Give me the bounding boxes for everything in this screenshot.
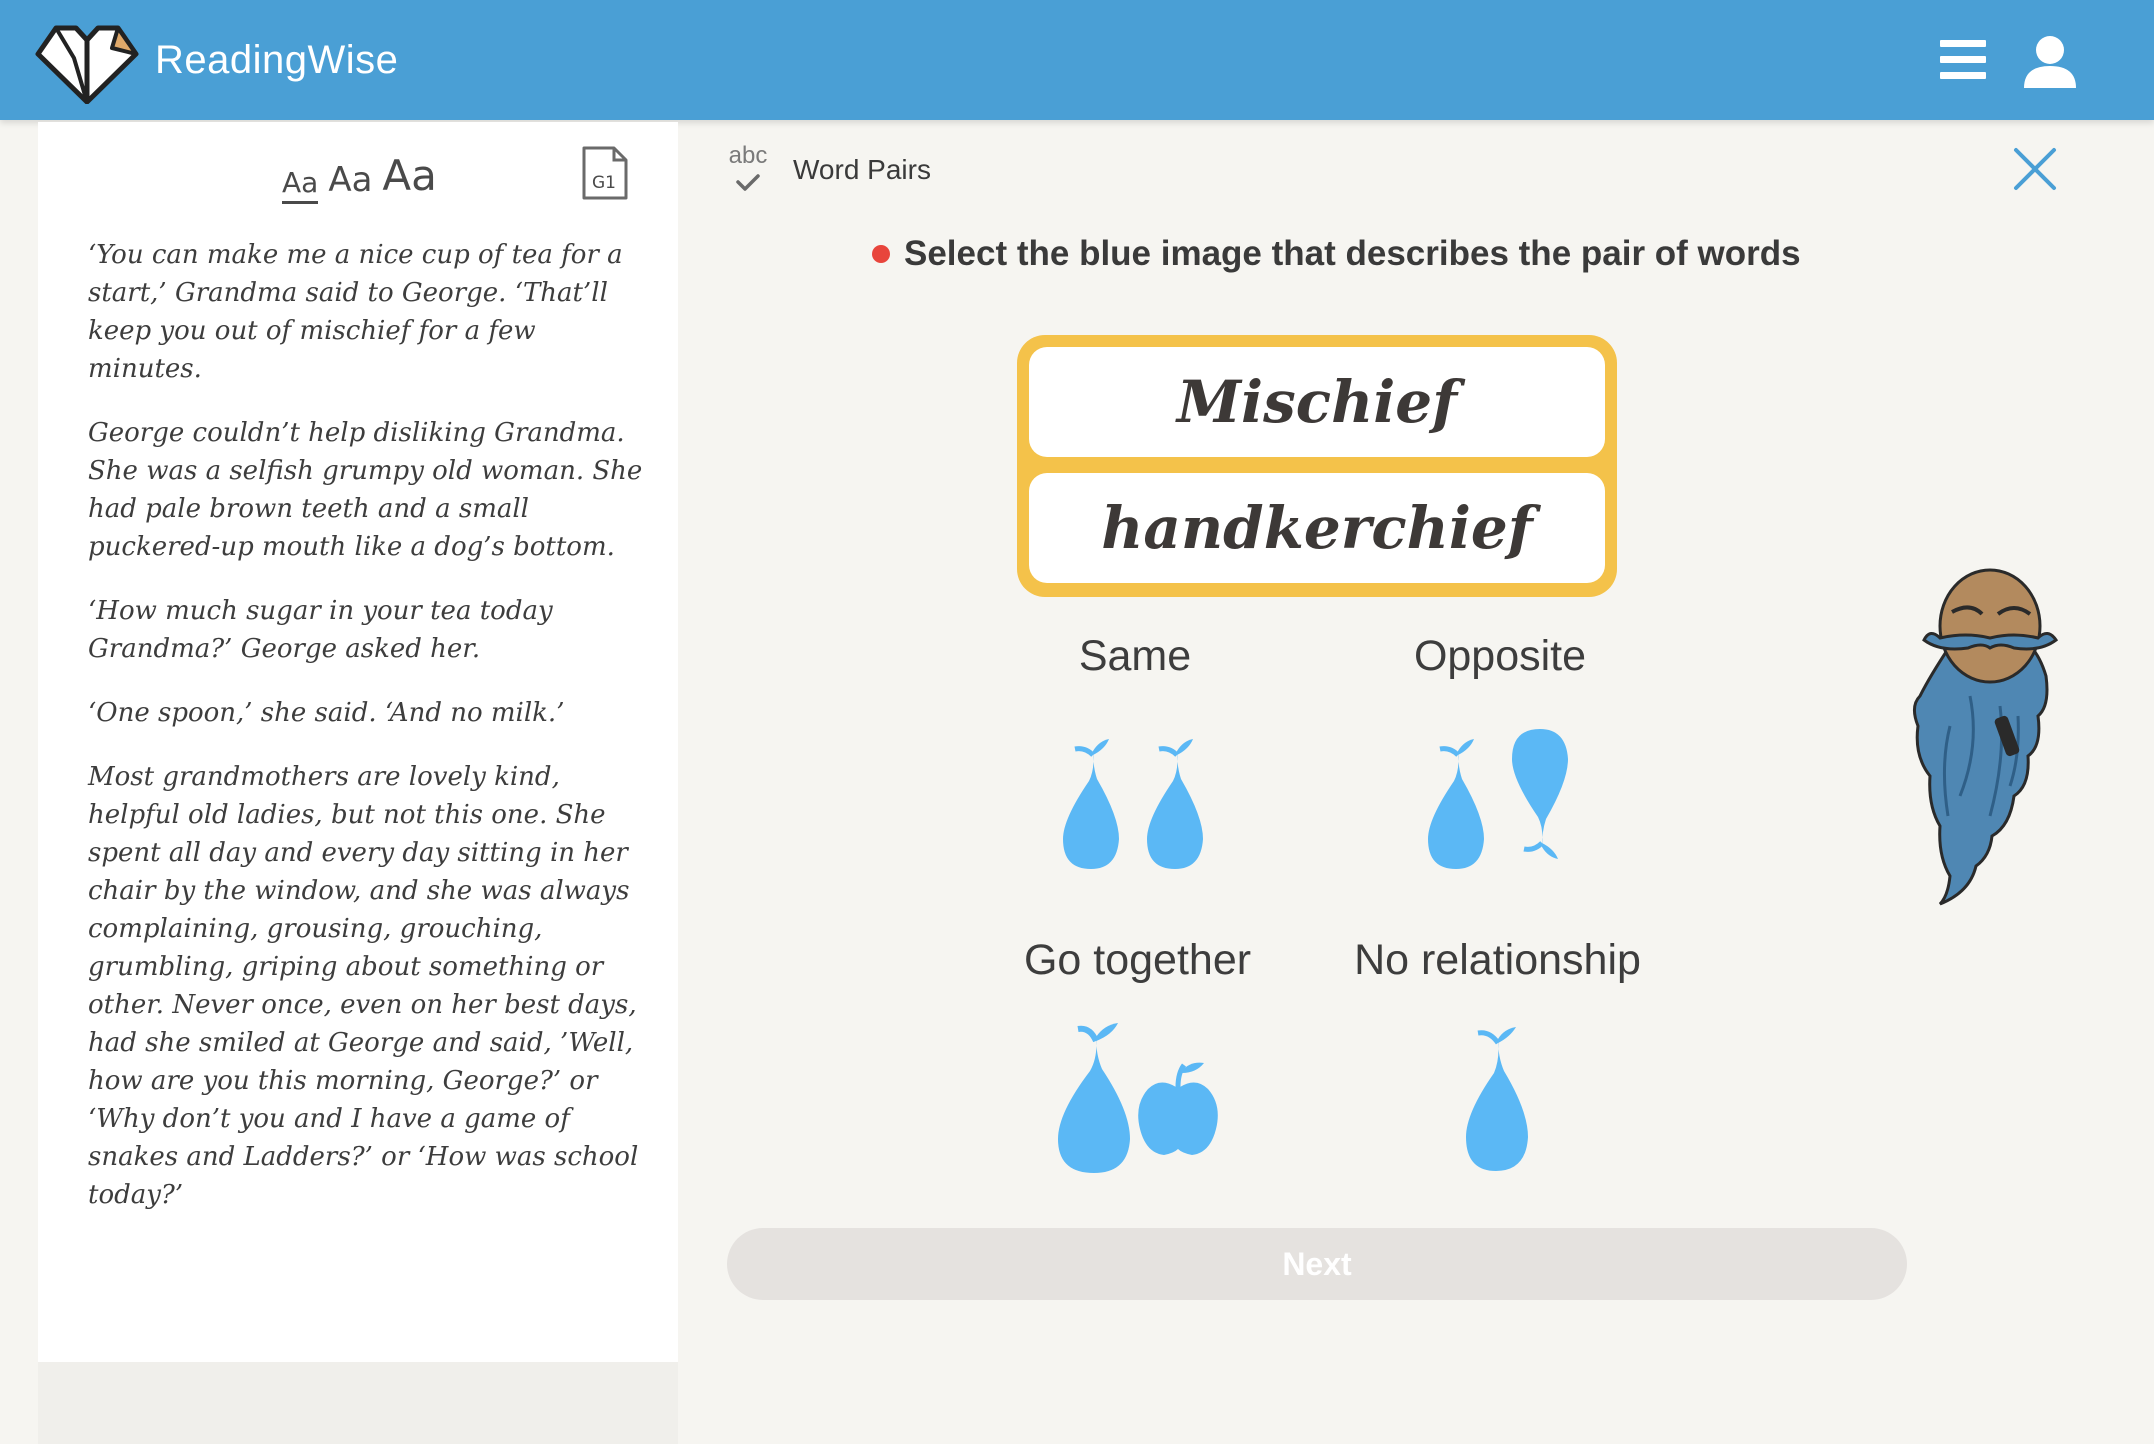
wizard-mascot-icon xyxy=(1910,556,2070,906)
grade-document-icon[interactable] xyxy=(580,144,630,202)
instruction-dot-icon xyxy=(872,245,890,263)
app-header xyxy=(0,0,2154,120)
heart-book-logo-icon[interactable] xyxy=(34,18,140,104)
option-same[interactable] xyxy=(1035,632,1235,879)
checkmark-icon xyxy=(726,168,770,198)
word-2: handkerchief xyxy=(1029,473,1605,583)
pear-and-apple-icon xyxy=(1028,1005,1248,1185)
reading-panel xyxy=(38,122,678,1362)
story-paragraph: George couldn’t help disliking Grandma. She was a selfish grumpy old woman. She had pale brown teeth and a small puckered-up mouth like a dog’s bottom. xyxy=(88,418,643,562)
exercise-title: Word Pairs xyxy=(793,154,931,185)
font-size-large-button[interactable]: Aa xyxy=(382,151,437,200)
single-pear-icon xyxy=(1398,1005,1598,1185)
grade-label: G1 xyxy=(592,173,616,193)
document-icon xyxy=(580,144,630,202)
option-label: No relationship xyxy=(1354,936,1641,984)
story-text xyxy=(88,236,653,1240)
option-no-relationship[interactable] xyxy=(1340,936,1655,1185)
next-button[interactable]: Next xyxy=(727,1228,1907,1300)
option-label: Go together xyxy=(1023,936,1252,984)
reading-panel-footer xyxy=(38,1362,678,1444)
font-size-selector xyxy=(282,144,437,204)
close-icon[interactable] xyxy=(2012,146,2058,192)
two-pears-icon xyxy=(1035,719,1235,879)
story-paragraph: ‘How much sugar in your tea today Grandma?’ George asked her. xyxy=(88,596,553,664)
option-label: Opposite xyxy=(1413,632,1587,680)
option-go-together[interactable] xyxy=(1010,936,1265,1185)
exercise-type-icon xyxy=(726,144,770,204)
option-opposite[interactable] xyxy=(1380,632,1620,879)
option-label: Same xyxy=(1078,632,1192,680)
user-account-icon[interactable] xyxy=(2022,34,2078,88)
hamburger-menu-icon[interactable] xyxy=(1940,40,1986,80)
story-paragraph: ‘One spoon,’ she said. ‘And no milk.’ xyxy=(88,698,565,728)
font-size-small-button[interactable]: Aa xyxy=(282,169,318,204)
font-size-medium-button[interactable]: Aa xyxy=(328,160,373,200)
instruction-text: Select the blue image that describes the pair of words xyxy=(904,234,1801,273)
word-1: Mischief xyxy=(1029,347,1605,457)
story-paragraph: Most grandmothers are lovely kind, helpful old ladies, but not this one. She spent all day and every day sitting in her chair by the window, and she was always complaining, grousing, grouching, grumbling, griping about something or other. Never once, even on her best days, had she smiled at George and said, ’Well, how are you this morning, George?’ or ‘Why don’t you and I have a game of snakes and Ladders?’ or ‘How was school today?’ xyxy=(88,762,639,1210)
word-pair-card xyxy=(1017,335,1617,597)
upright-and-inverted-pear-icon xyxy=(1400,719,1600,879)
story-paragraph: ‘You can make me a nice cup of tea for a start,’ Grandma said to George. ‘That’ll keep you out of mischief for a few minutes. xyxy=(88,240,623,384)
app-name: ReadingWise xyxy=(155,38,399,82)
abc-label: abc xyxy=(728,142,768,169)
instruction xyxy=(872,230,1801,278)
